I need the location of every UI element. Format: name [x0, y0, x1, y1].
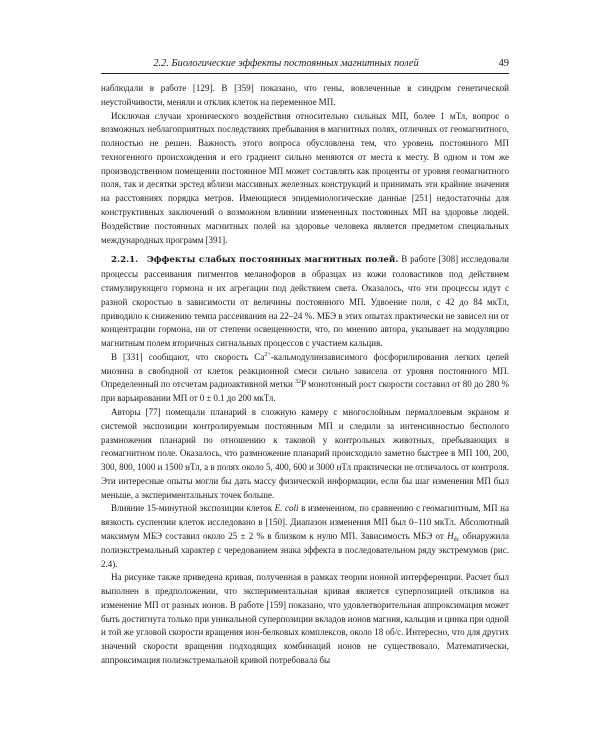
ecoli-text-a: Влияние 15-минутной экспозиции клеток [111, 503, 275, 514]
paragraph-calmodulin [101, 351, 509, 406]
paragraph-continuation: наблюдали в работе [129]. В [359] показано, что гены, вовлеченные в синдром генетической неустойчивости, меняли и отклик клеток на переменное МП. [101, 83, 509, 107]
running-header [101, 57, 509, 74]
ecoli-text-b: в измененном, по сравнению с геомагнитным, МП на вязкость суспензии клеток исследовано в [150]. Диапазон изменения МП был 0–110 мкТл. Абсолютный максимум МБЭ составил около 25 ± 2 % в близком к нулю МП. Зависимость МБЭ от [101, 503, 509, 541]
paragraph-ecoli [101, 502, 509, 571]
isotope-superscript: 32 [295, 379, 302, 386]
running-header-title: 2.2. Биологические эффекты постоянных магнитных полей [153, 58, 419, 69]
section-number: 2.2.1. [111, 255, 139, 266]
field-subscript: dc [453, 537, 460, 543]
page-body [101, 82, 509, 702]
ecoli-text-c: обнаружила полиэкстремальный характер с чередованием знака эффекта в последовательном ряду экстремумов (рис. 2.4). [101, 531, 509, 569]
page-number: 49 [498, 58, 509, 69]
calmodulin-text-a: В [331] сообщают, что скорость Ca [111, 351, 265, 362]
section-text: В работе [308] исследовали процессы рассеивания пигментов меланофоров в образцах из кожи головастиков под действием стимулирующего гормона и их агрегации под действием света. Оказалось, что эти процессы идут с разной скоростью в зависимости от величины постоянного МП. Удвоение поля, с 42 до 84 мкТл, приводило к снижению темпа рассеивания на 22–24 %. МБЭ в этих опытах практически не зависел ни от концентрации гормона, ни от степени освещенности, что, по мнению автора, указывает на модуляцию магнитным полем вторичных сигнальных процессов с участием кальция. [101, 254, 510, 349]
section-title: Эффекты слабых постоянных магнитных полей. [146, 255, 399, 266]
organism-name: E. coli [274, 503, 299, 514]
paragraph-chronic-exposure: Исключая случаи хронического воздействия относительно сильных МП, более 1 мТл, вопрос о возможных неблагоприятных последствиях пребывания в магнитных полях, отличных от геомагнитного, полностью не решен. Важность этого вопроса обусловлена тем, что уровень постоянного МП техногенного происхождения и его градиент сильно меняются от места к месту. В одном и том же производственном помещении постоянное МП может составлять как проценты от уровня геомагнитного поля, так и десятки эрстед вблизи массивных железных конструкций и принимать эти крайние значения на расстояниях порядка метров. Имеющиеся эпидемиологические данные [251] недостаточны для конструктивных заключений о возможном влиянии измененных постоянных МП на здоровье людей. Воздействие постоянных магнитных полей на здоровье человека является предметом специальных международных программ [391]. [101, 110, 509, 245]
paragraph-interference-theory: На рисунке также приведена кривая, полученная в рамках теории ионной интерференции. Расчет был выполнен в предположении, что экспериментальная кривая является суперпозицией откликов на изменение МП от разных ионов. В работе [159] показано, что удовлетворительная аппроксимация может быть достигнута только при уникальной суперпозиции вкладов ионов магния, кальция и цинка при одной и той же угловой скорости вращения ион-белковых комплексов, около 18 об/с. Интересно, что для других значений скорости вращения подходящих комбинаций ионов не существовало. Математически, аппроксимация полиэкстремальной кривой потребовала бы [101, 572, 509, 666]
calmodulin-text-c: P монотонный рост скорости составил от 80 до 280 % при варьировании МП от 0 ± 0.1 до 200 мкТл. [101, 379, 509, 404]
calmodulin-text-b: -кальмодулинзависимого фосфорилирования легких цепей миозина в свободной от клеток реакционной смеси сильно зависела от уровня постоянного МП. Определенный по отсчетам радиоактивной метки [101, 351, 510, 390]
section-2-2-1-paragraph [101, 253, 509, 350]
paragraph-planaria: Авторы [77] помещали планарий в сложную камеру с многослойным пермаллоевым экраном и системой экспозиции контролируемым постоянным МП и следили за интенсивностью бесполого размножения планарий по отношению к таковой у контрольных животных, пребывающих в геомагнитном поле. Оказалось, что размножение планарий происходило заметно быстрее в МП 100, 200, 300, 800, 1000 и 1500 нТл, а в полях около 5, 400, 600 и 3000 нТл практически не отличалось от контроля. Эти интересные опыты могли бы дать массу физической информации, если бы шаг изменения МП был меньше, а экспериментальных точек больше. [101, 406, 509, 500]
ion-charge-superscript: 2+ [264, 351, 271, 358]
field-symbol: H [447, 531, 454, 541]
